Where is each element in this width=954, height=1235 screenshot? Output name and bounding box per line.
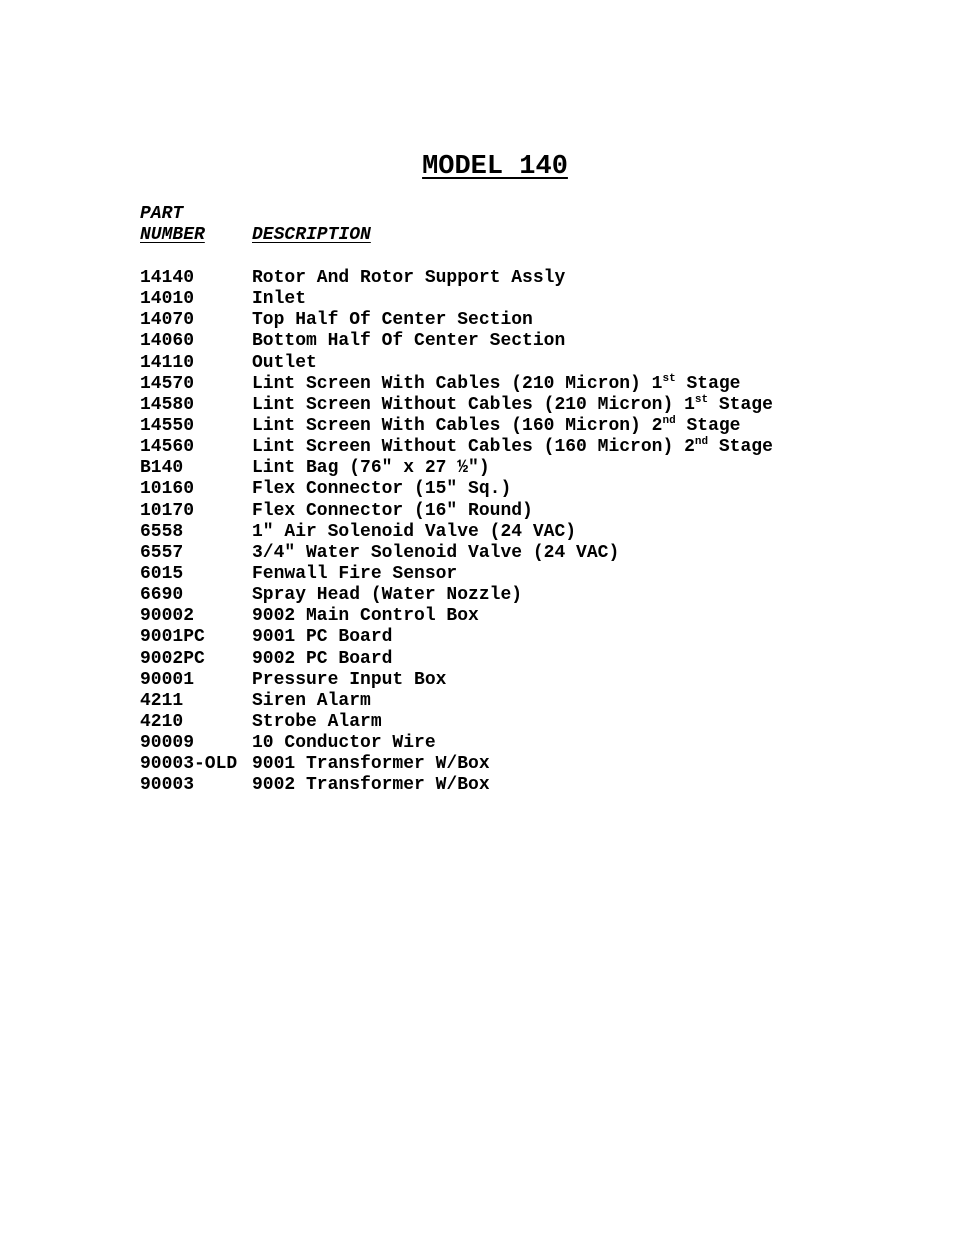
part-number: 14570	[140, 373, 195, 394]
part-description-text: Rotor And Rotor Support Assly	[252, 268, 566, 288]
part-description	[252, 458, 490, 479]
part-description-text: 9002 PC Board	[252, 648, 393, 669]
part-number: 9002PC	[140, 648, 205, 669]
part-number: 10160	[140, 479, 195, 500]
part-number: 10170	[140, 500, 195, 521]
table-row	[140, 331, 773, 352]
column-header-row-1	[140, 204, 371, 225]
part-number: 4211	[140, 690, 184, 711]
table-row	[140, 353, 773, 374]
part-description-text: Lint Bag (76″ x 27 ½″)	[252, 458, 490, 479]
part-number: 6557	[140, 542, 184, 563]
part-description-text: Flex Connector (16″ Round)	[252, 500, 533, 521]
part-description-text: Outlet	[252, 352, 317, 373]
ordinal-suffix: st	[694, 393, 709, 406]
part-description-text: 10 Conductor Wire	[252, 733, 436, 754]
part-description	[252, 268, 565, 289]
table-row	[140, 754, 773, 775]
table-row	[140, 606, 773, 627]
table-row	[140, 374, 773, 395]
table-row	[140, 775, 773, 796]
table-row	[140, 501, 773, 522]
part-description	[252, 775, 490, 796]
part-description	[252, 310, 533, 331]
part-description	[252, 670, 446, 691]
table-row	[140, 458, 773, 479]
part-description	[252, 416, 740, 437]
part-number: 90003-OLD	[140, 754, 238, 775]
part-description-suffix: Stage	[708, 394, 773, 415]
table-row	[140, 416, 773, 437]
part-description-text: 9001 PC Board	[252, 627, 393, 648]
part-number: 6690	[140, 585, 184, 606]
part-description	[252, 479, 511, 500]
table-row	[140, 543, 773, 564]
part-number: 6558	[140, 521, 184, 542]
part-description	[252, 374, 740, 395]
table-row	[140, 437, 773, 458]
part-description	[252, 585, 522, 606]
part-description	[252, 733, 436, 754]
table-row	[140, 479, 773, 500]
part-description	[252, 501, 533, 522]
table-row	[140, 670, 773, 691]
part-description	[252, 754, 490, 775]
part-number: 14580	[140, 394, 195, 415]
part-number: 90009	[140, 733, 195, 754]
part-description	[252, 564, 457, 585]
part-description-text: 3/4" Water Solenoid Valve (24 VAC)	[252, 542, 620, 563]
part-number: 90001	[140, 669, 195, 690]
part-description-text: Fenwall Fire Sensor	[252, 563, 458, 584]
page-title-text: MODEL 140	[422, 152, 568, 182]
table-row	[140, 522, 773, 543]
ordinal-suffix: st	[662, 372, 676, 385]
part-description-text: 9002 Main Control Box	[252, 606, 479, 627]
part-number: 14110	[140, 352, 195, 373]
part-number-header-line2: NUMBER	[140, 225, 205, 245]
part-number: 14070	[140, 310, 195, 331]
part-description-text: 9002 Transformer W/Box	[252, 775, 490, 796]
part-description-suffix: Stage	[675, 415, 741, 436]
part-description	[252, 606, 479, 627]
table-row	[140, 733, 773, 754]
part-description	[252, 543, 619, 564]
description-header: DESCRIPTION	[252, 225, 371, 245]
part-description	[252, 331, 565, 352]
part-description-text: Lint Screen Without Cables (210 Micron) 1	[252, 394, 695, 415]
part-number: B140	[140, 458, 184, 479]
part-description-text: Lint Screen With Cables (160 Micron) 2	[252, 415, 663, 436]
part-description-text: Inlet	[252, 289, 307, 310]
part-description-suffix: Stage	[708, 437, 773, 458]
part-description-text: Spray Head (Water Nozzle)	[252, 585, 523, 606]
part-number: 14140	[140, 268, 195, 288]
part-number: 4210	[140, 711, 184, 732]
part-description-text: Top Half Of Center Section	[252, 310, 533, 331]
table-row	[140, 712, 773, 733]
table-row	[140, 649, 773, 670]
table-row	[140, 585, 773, 606]
part-description	[252, 627, 392, 648]
part-description-text: 1″ Air Solenoid Valve (24 VAC)	[252, 521, 577, 542]
part-number: 14560	[140, 437, 195, 458]
part-description	[252, 522, 576, 543]
part-description	[252, 691, 371, 712]
table-row	[140, 691, 773, 712]
part-description-text: Pressure Input Box	[252, 669, 447, 690]
part-description	[252, 353, 317, 374]
part-description	[252, 649, 392, 670]
part-number: 90002	[140, 606, 195, 627]
part-description	[252, 395, 773, 416]
part-description-text: Siren Alarm	[252, 690, 371, 711]
part-description	[252, 437, 773, 458]
part-description-text: 9001 Transformer W/Box	[252, 754, 490, 775]
part-description-text: Lint Screen Without Cables (160 Micron) 2	[252, 437, 695, 458]
table-row	[140, 289, 773, 310]
parts-list	[140, 268, 773, 797]
column-header-row-2	[140, 225, 371, 246]
part-description-text: Strobe Alarm	[252, 711, 382, 732]
table-row	[140, 310, 773, 331]
part-description	[252, 712, 382, 733]
part-number: 14550	[140, 415, 195, 436]
part-number: 14010	[140, 289, 195, 310]
part-number: 14060	[140, 331, 195, 352]
column-header	[140, 204, 371, 246]
part-number: 9001PC	[140, 627, 205, 648]
part-number: 90003	[140, 775, 195, 796]
ordinal-suffix: nd	[694, 436, 709, 449]
part-description	[252, 289, 306, 310]
part-description-text: Lint Screen With Cables (210 Micron) 1	[252, 373, 663, 394]
part-description-text: Bottom Half Of Center Section	[252, 331, 566, 352]
table-row	[140, 627, 773, 648]
table-row	[140, 268, 773, 289]
table-row	[140, 564, 773, 585]
ordinal-suffix: nd	[662, 414, 676, 427]
table-row	[140, 395, 773, 416]
page-title	[0, 150, 954, 184]
part-number: 6015	[140, 563, 184, 584]
part-description-text: Flex Connector (15″ Sq.)	[252, 479, 512, 500]
part-description-suffix: Stage	[675, 373, 741, 394]
part-number-header-line1: PART	[140, 204, 184, 224]
